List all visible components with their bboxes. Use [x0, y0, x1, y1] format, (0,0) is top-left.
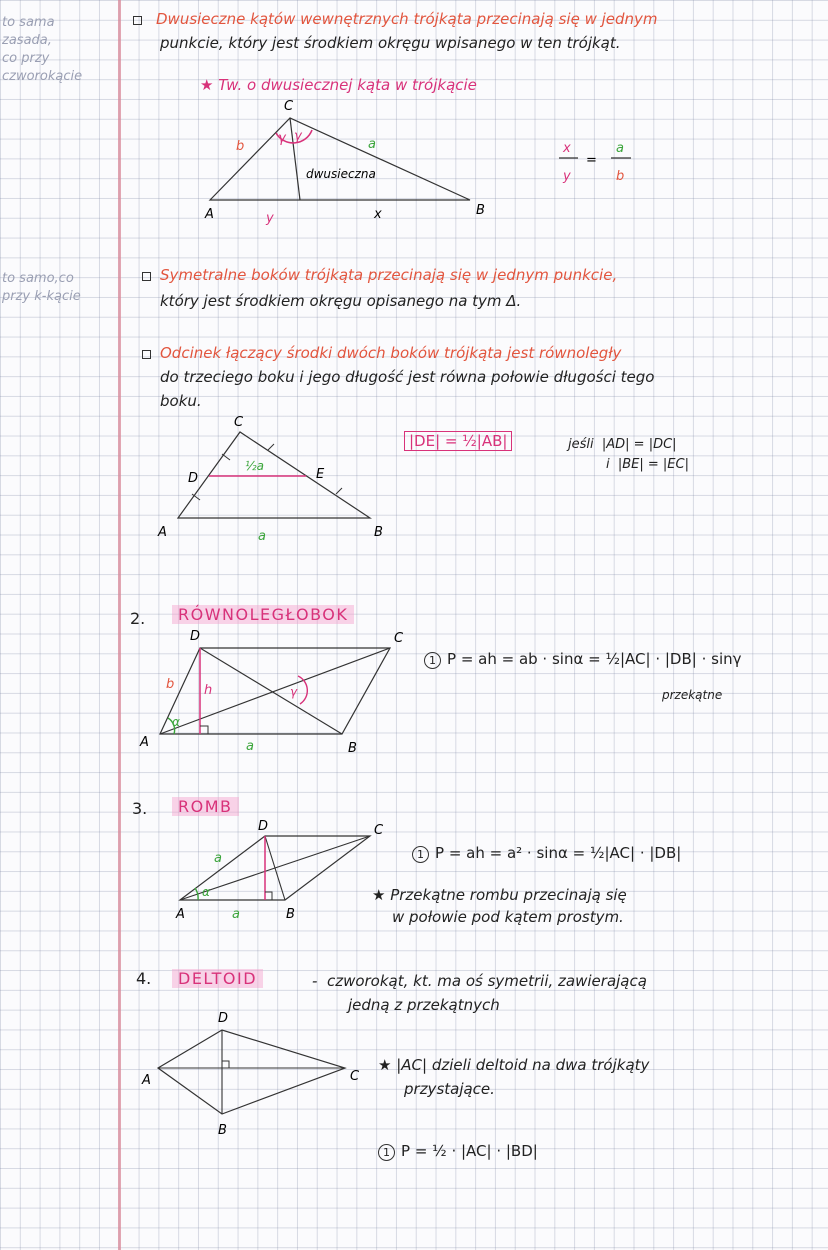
diagonals-label: przekątne [662, 688, 723, 702]
midline-formula: |DE| = ½|AB| [404, 431, 512, 451]
kite-abcd [158, 1030, 345, 1114]
label-a-bottom-rhombus: a [232, 907, 240, 922]
sec3-line3: boku. [160, 392, 202, 410]
sec4-number: 2. [130, 609, 146, 628]
label-bisector: dwusieczna [306, 167, 376, 181]
sec1-title-line1: Dwusieczne kątów wewnętrznych trójkąta przecinają się w jednym [156, 10, 658, 28]
label-b-rhombus: B [286, 907, 295, 922]
sec5-number: 3. [132, 799, 148, 818]
label-c-rhombus: C [374, 823, 384, 838]
formula-circle-6: 1 [378, 1144, 395, 1161]
kite-formula: P = ½ · |AC| · |BD| [401, 1142, 538, 1160]
label-d-kite: D [218, 1011, 229, 1026]
label-side-a: a [368, 137, 376, 152]
label-b-midline: B [374, 525, 383, 540]
formula-circle-4: 1 [424, 652, 441, 669]
label-half-a: ½a [245, 459, 264, 473]
label-gamma-1: γ [278, 131, 286, 146]
kite-note-1: ★ |AC| dzieli deltoid na dwa trójkąty [378, 1056, 650, 1074]
label-gamma-par: γ [290, 685, 298, 699]
rhombus-formula: P = ah = a² · sinα = ½|AC| · |DB| [435, 844, 682, 862]
sec6-title: DELTOID [172, 969, 263, 988]
rhombus-note-2: w połowie pod kątem prostym. [392, 908, 624, 926]
midline-condition-1: jeśli |AD| = |DC| [568, 437, 677, 452]
ratio-b: b [616, 169, 625, 184]
label-b-kite: B [218, 1123, 227, 1138]
label-d-rhombus: D [258, 819, 269, 834]
label-gamma-2: γ [294, 129, 302, 144]
label-c: C [284, 99, 294, 114]
sec6-number: 4. [136, 969, 152, 988]
ratio-y: y [563, 169, 571, 184]
label-e-midline: E [316, 467, 325, 482]
label-c-par: C [394, 631, 404, 646]
sec2-line1-text: Symetralne boków trójkąta przecinają się w jednym punkcie, [160, 266, 618, 284]
label-d-midline: D [188, 471, 199, 486]
formula-circle-5: 1 [412, 846, 429, 863]
label-side-b-par: b [166, 677, 175, 692]
label-a-top-rhombus: a [214, 851, 222, 866]
midline-condition-2: i |BE| = |EC| [606, 457, 689, 472]
kite-note-2: przystające. [404, 1080, 495, 1098]
ratio-eq: = [586, 153, 597, 168]
parallelogram-formula: P = ah = ab · sinα = ½|AC| · |DB| · sinγ [447, 650, 742, 668]
label-alpha-par: α [172, 715, 180, 729]
label-side-b: b [236, 139, 245, 154]
label-x: x [374, 207, 382, 222]
label-h: h [204, 683, 213, 698]
label-a-kite: A [142, 1073, 151, 1088]
sec2-line2: który jest środkiem okręgu opisanego na tym Δ. [160, 292, 522, 310]
label-y: y [266, 211, 274, 226]
bisector-theorem-heading: ★ Tw. o dwusiecznej kąta w trójkącie [200, 76, 477, 94]
label-a-par: A [140, 735, 149, 750]
kite-desc-1: - czworokąt, kt. ma oś symetrii, zawierającą [312, 972, 647, 990]
ratio-x: x [563, 141, 571, 156]
margin-note-1: to sama zasada, co przy czworokącie [2, 15, 83, 84]
label-a-rhombus: A [176, 907, 185, 922]
sec4-title: RÓWNOLEGŁOBOK [172, 605, 354, 624]
label-c-midline: C [234, 415, 244, 430]
label-b: B [476, 203, 485, 218]
label-a-midline: A [158, 525, 167, 540]
label-d-par: D [190, 629, 201, 644]
sec3-line2: do trzeciego boku i jego długość jest równa połowie długości tego [160, 368, 655, 386]
label-c-kite: C [350, 1069, 360, 1084]
rhombus-note-1: ★ Przekątne rombu przecinają się [372, 886, 627, 904]
label-b-par: B [348, 741, 357, 756]
ratio-a: a [616, 141, 624, 156]
label-side-a-midline: a [258, 529, 266, 544]
sec3-line1-text: Odcinek łączący środki dwóch boków trójkąta jest równoległy [160, 344, 622, 362]
sec5-title: ROMB [172, 797, 239, 816]
sec1-title-line2: punkcie, który jest środkiem okręgu wpisanego w ten trójkąt. [160, 34, 621, 52]
label-side-a-par: a [246, 739, 254, 754]
kite-desc-2: jedną z przekątnych [348, 996, 500, 1014]
label-a: A [205, 207, 214, 222]
margin-note-2: to samo,co przy k-kącie [2, 271, 81, 304]
label-alpha-rhombus: α [202, 885, 210, 899]
